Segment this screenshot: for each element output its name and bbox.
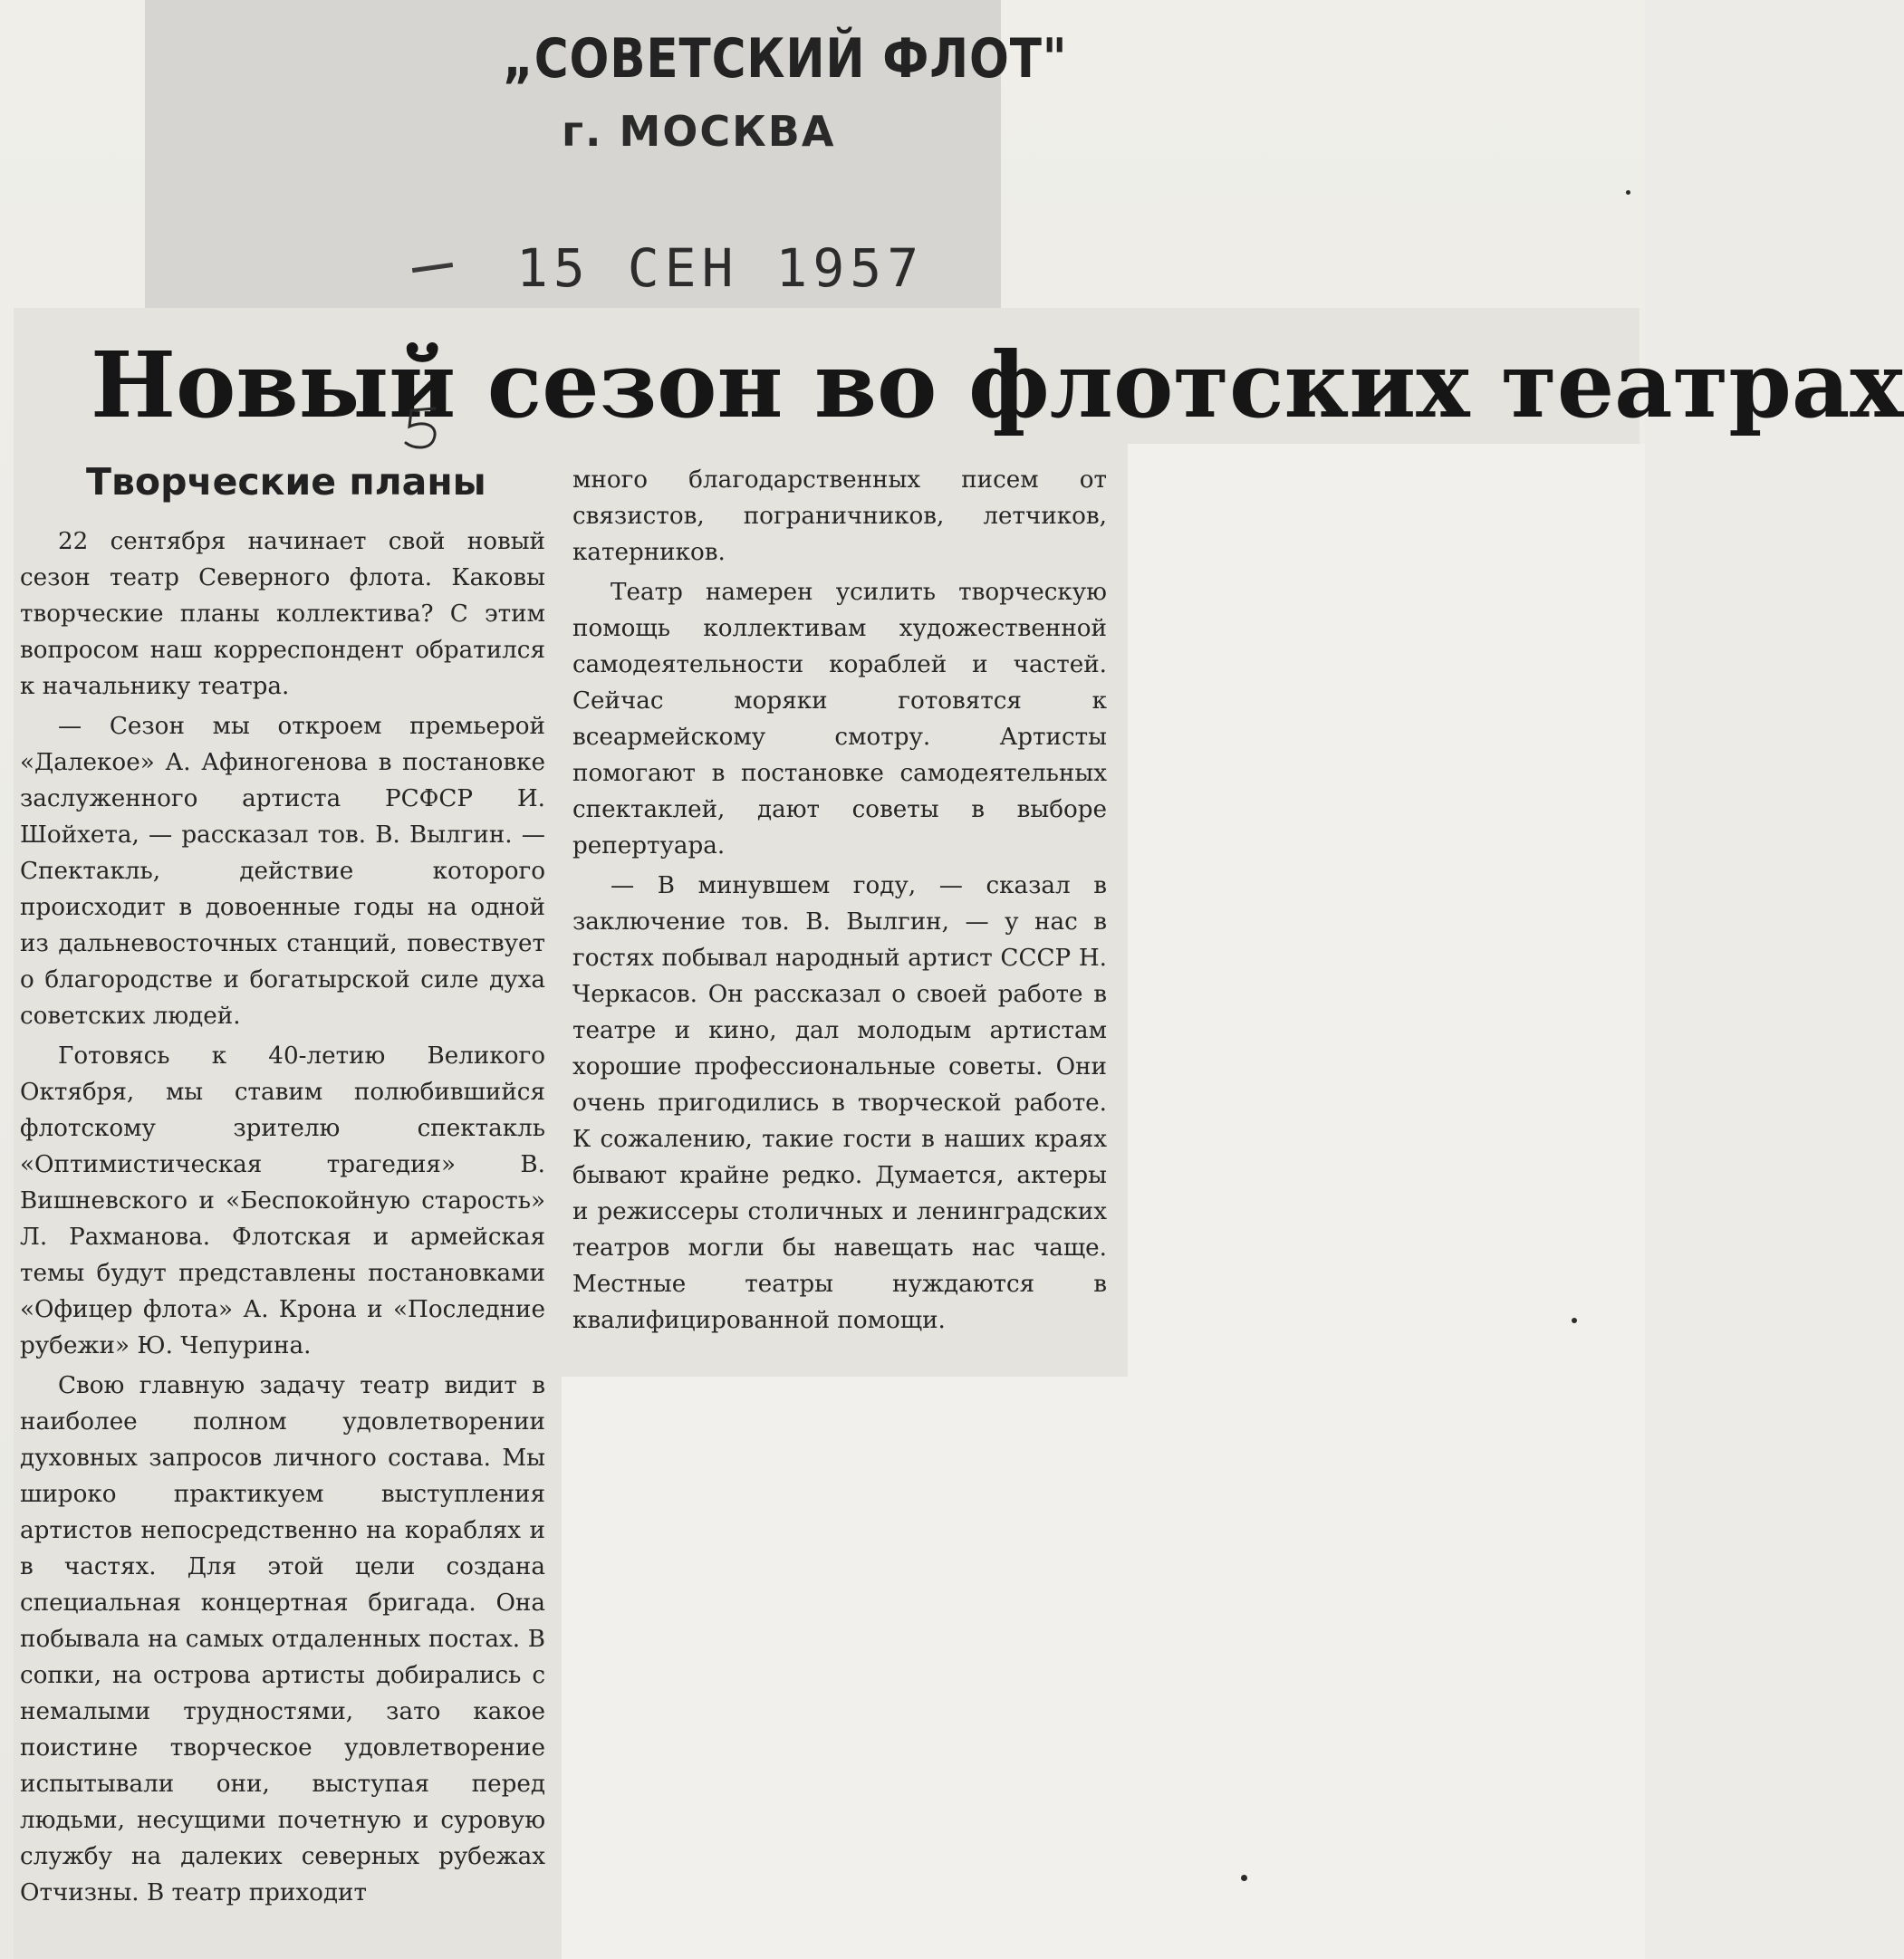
- paper-backing-lower: [562, 1377, 1141, 1959]
- paragraph: — В минувшем году, — сказал в заключение тов. В. Вылгин, — у нас в гостях побывал народный артист СССР Н. Черкасов. Он рассказал о своей работе в театре и кино, дал молодым артистам хорошие профессиональные советы. Они очень пригодились в творческой работе. К сожалению, такие гости в наших краях бывают крайне редко. Думается, актеры и режиссеры столичных и ленинградских театров могли бы навещать нас чаще. Местные театры нуждаются в квалифицированной помощи.: [572, 872, 1107, 1334]
- paragraph: Театр намерен усилить творческую помощь коллективам художественной самодеятельности кораблей и частей. Сейчас моряки готовятся к всеармейскому смотру. Артисты помогают в постановке самодеятельных спектаклей, дают советы в выборе репертуара.: [572, 579, 1107, 859]
- article-column-right: [572, 462, 1107, 1342]
- paper-backing-right: [1128, 444, 1645, 1959]
- paper-speck: [1572, 1318, 1577, 1323]
- paragraph: 22 сентября начинает свой новый сезон театр Северного флота. Каковы творческие планы коллектива? С этим вопросом наш корреспондент обратился к начальнику театра.: [20, 528, 545, 700]
- handwritten-mark: [399, 403, 453, 457]
- paragraph: много благодарственных писем от связистов, пограничников, летчиков, катерников.: [572, 466, 1107, 566]
- stamp-publication: „СОВЕТСКИЙ ФЛОТ": [503, 27, 1068, 91]
- paper-speck: [1241, 1875, 1247, 1881]
- paragraph: — Сезон мы откроем премьерой «Далекое» А. Афиногенова в постановке заслуженного артиста РСФСР И. Шойхета, — рассказал тов. В. Вылгин. — Спектакль, действие которого происходит в довоенные годы на одной из дальневосточных станций, повествует о благородстве и богатырской силе духа советских людей.: [20, 713, 545, 1030]
- stamp-dash: [412, 263, 453, 273]
- paper-speck: [1626, 190, 1630, 195]
- paragraph: Свою главную задачу театр видит в наиболее полном удовлетворении духовных запросов личного состава. Мы широко практикуем выступления артистов непосредственно на кораблях и в частях. Для этой цели создана специальная концертная бригада. Она побывала на самых отдаленных постах. В сопки, на острова артисты добирались с немалыми трудностями, зато какое поистине творческое удовлетворение испытывали они, выступая перед людьми, несущими почетную и суровую службу на далеких северных рубежах Отчизны. В театр приходит: [20, 1372, 545, 1906]
- article-headline: Новый сезон во флотских театрах: [91, 331, 1904, 438]
- publication-stamp: [145, 0, 1068, 312]
- stamp-city: г. МОСКВА: [562, 107, 836, 156]
- article-column-left: [20, 523, 545, 1915]
- article-subhead: Творческие планы: [86, 460, 486, 504]
- paragraph: Готовясь к 40-летию Великого Октября, мы ставим полюбившийся флотскому зрителю спектакль «Оптимистическая трагедия» В. Вишневского и «Беспокойную старость» Л. Рахманова. Флотская и армейская темы будут представлены постановками «Офицер флота» А. Крона и «Последние рубежи» Ю. Чепурина.: [20, 1042, 545, 1359]
- stamp-date: 15 СЕН 1957: [516, 237, 925, 299]
